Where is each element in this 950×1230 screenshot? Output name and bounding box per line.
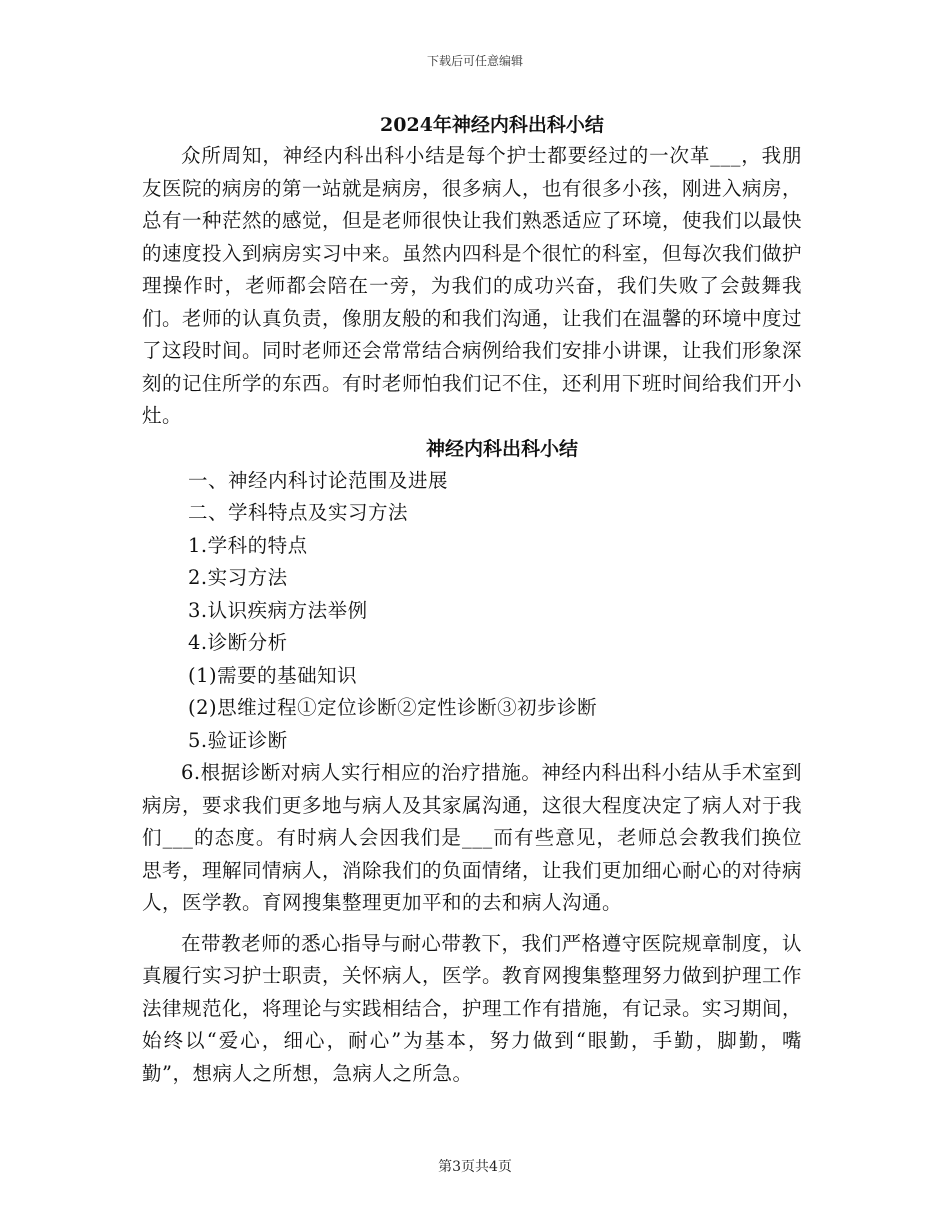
document-title: 2024年神经内科出科小结	[380, 114, 604, 136]
section-subtitle: 神经内科出科小结	[425, 437, 578, 460]
paragraph-treatment: 6.根据诊断对病人实行相应的治疗措施。神经内科出科小结从手术室到病房，要求我们更多地与病人及其家属沟通，这很大程度决定了病人对于我们___的态度。有时病人会因我们是___而有些意见，老师总会教我们换位思考，理解同情病人，消除我们的负面情绪，让我们更加细心耐心的对待病人，医学教。育网搜集整理更加平和的去和病人沟通。	[142, 761, 803, 914]
outline-item: 5.验证诊断	[188, 728, 288, 752]
outline-list	[142, 465, 802, 758]
outline-item: 1.学科的特点	[188, 533, 308, 557]
outline-item: 3.认识疾病方法举例	[188, 598, 368, 622]
outline-item: (2)思维过程①定位诊断②定性诊断③初步诊断	[188, 696, 598, 719]
outline-item: 一、神经内科讨论范围及进展	[188, 468, 449, 492]
outline-item: 二、学科特点及实习方法	[188, 501, 409, 524]
outline-item: (1)需要的基础知识	[188, 663, 358, 687]
paragraph-gap	[142, 920, 802, 928]
paragraph-intro: 众所周知，神经内科出科小结是每个护士都要经过的一次革___，我朋友医院的病房的第一站就是病房，很多病人，也有很多小孩，刚进入病房，总有一种茫然的感觉，但是老师很快让我们熟悉适应了环境，使我们以最快的速度投入到病房实习中来。虽然内四科是个很忙的科室，但每次我们做护理操作时，老师都会陪在一旁，为我们的成功兴奋，我们失败了会鼓舞我们。老师的认真负责，像朋友般的和我们沟通，让我们在温馨的环境中度过了这段时间。同时老师还会常常结合病例给我们安排小讲课，让我们形象深刻的记住所学的东西。有时老师怕我们记不住，还利用下班时间给我们开小灶。	[142, 144, 803, 427]
page-footer: 第3页共4页	[438, 1159, 512, 1175]
document-body	[142, 110, 802, 1090]
outline-item: 2.实习方法	[188, 566, 288, 589]
paragraph-conclusion: 在带教老师的悉心指导与耐心带教下，我们严格遵守医院规章制度，认真履行实习护士职责，关怀病人，医学。教育网搜集整理努力做到护理工作法律规范化，将理论与实践相结合，护理工作有措施，有记录。实习期间，始终以“爱心，细心，耐心”为基本，努力做到“眼勤，手勤，脚勤，嘴勤”，想病人之所想，急病人之所急。	[142, 931, 803, 1085]
header-note: 下载后可任意编辑	[426, 54, 523, 68]
outline-item: 4.诊断分析	[188, 631, 288, 654]
